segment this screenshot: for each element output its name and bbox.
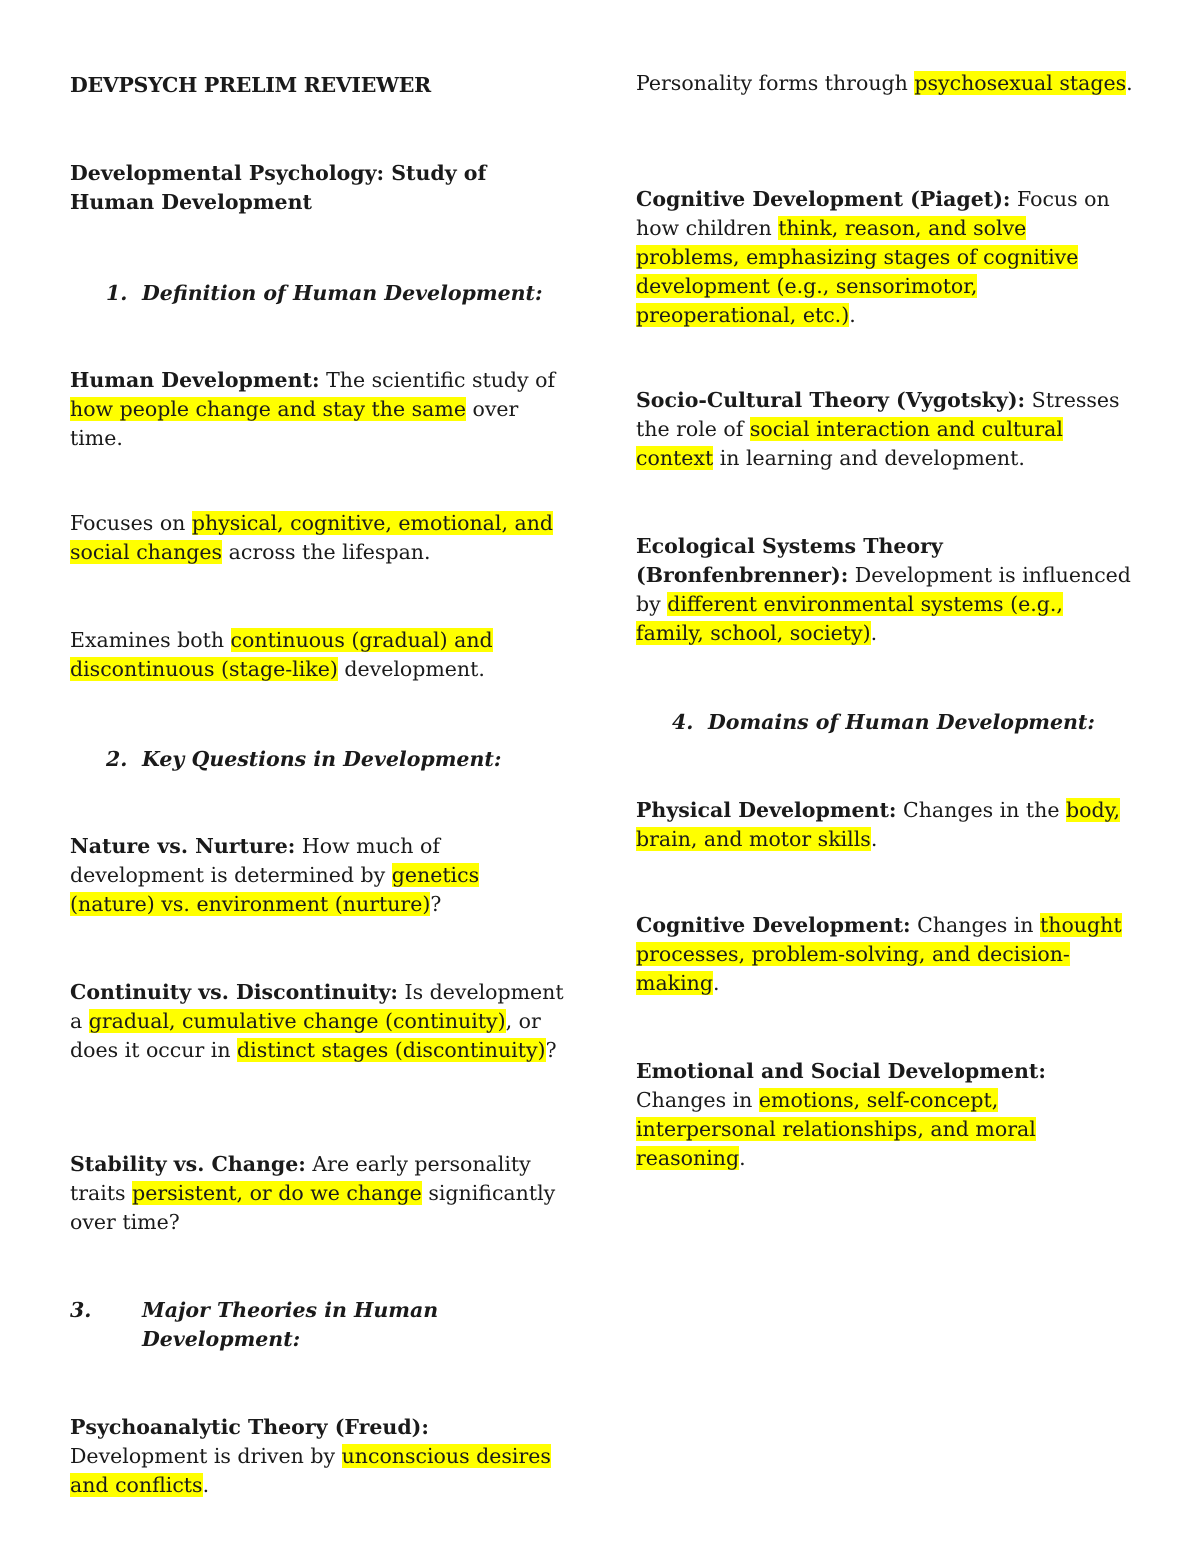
heading-text: Major Theories in Human Development:	[142, 1298, 439, 1351]
highlight: psychosexual stages	[914, 71, 1127, 95]
paragraph-focuses: Focuses on physical, cognitive, emotional, and social changes across the lifespan.	[70, 511, 554, 564]
heading-number: 4.	[672, 710, 694, 734]
highlight: thought processes, problem-solving, and decision-making	[636, 913, 1122, 995]
term: Nature vs. Nurture:	[70, 834, 296, 858]
paragraph-examines: Examines both continuous (gradual) and discontinuous (stage-like) development.	[70, 628, 493, 681]
heading-number: 3.	[70, 1298, 92, 1322]
paragraph-piaget: Cognitive Development (Piaget): Focus on how children think, reason, and solve problems, emphasizing stages of cognitive development (e.g., sensorimotor, preoperational, etc.).	[636, 187, 1110, 327]
paragraph-stability: Stability vs. Change: Are early personality traits persistent, or do we change significantly over time?	[70, 1152, 556, 1234]
heading-key-questions	[106, 745, 606, 774]
highlight: genetics (nature) vs. environment (nurture)	[70, 863, 480, 916]
term: Psychoanalytic Theory (Freud):	[70, 1415, 429, 1439]
paragraph-psychoanalytic: Psychoanalytic Theory (Freud): Development is driven by unconscious desires and conflicts.	[70, 1415, 551, 1497]
heading-text: Definition of Human Development:	[142, 281, 543, 305]
highlight: unconscious desires and conflicts	[70, 1444, 551, 1497]
heading-text: Domains of Human Development:	[708, 710, 1095, 734]
paragraph-nature-nurture: Nature vs. Nurture: How much of development is determined by genetics (nature) vs. environment (nurture)?	[70, 834, 480, 916]
document-subtitle: Developmental Psychology: Study of Human Development	[70, 161, 487, 214]
paragraph-vygotsky: Socio-Cultural Theory (Vygotsky): Stresses the role of social interaction and cultural context in learning and development.	[636, 388, 1120, 470]
term: Human Development:	[70, 368, 320, 392]
paragraph-cognitive: Cognitive Development: Changes in thought processes, problem-solving, and decision-making.	[636, 913, 1122, 995]
term: Cognitive Development:	[636, 913, 911, 937]
term: Ecological Systems Theory (Bronfenbrenner):	[636, 534, 943, 587]
highlight: think, reason, and solve problems, emphasizing stages of cognitive development (e.g., sensorimotor, preoperational, etc.)	[636, 216, 1079, 327]
paragraph-bronfenbrenner: Ecological Systems Theory (Bronfenbrenner): Development is influenced by different environmental systems (e.g., family, school, society).	[636, 534, 1131, 645]
highlight: persistent, or do we change	[132, 1181, 422, 1205]
highlight: physical, cognitive, emotional, and social changes	[70, 511, 554, 564]
highlight: different environmental systems (e.g., family, school, society)	[636, 592, 1063, 645]
highlight: social interaction and cultural context	[636, 417, 1063, 470]
heading-definition	[106, 279, 606, 308]
highlight: how people change and stay the same	[70, 397, 466, 421]
paragraph-human-development: Human Development: The scientific study of how people change and stay the same over time.	[70, 368, 556, 450]
highlight: continuous (gradual) and discontinuous (stage-like)	[70, 628, 493, 681]
paragraph-emotional-social: Emotional and Social Development: Changes in emotions, self-concept, interpersonal relationships, and moral reasoning.	[636, 1059, 1046, 1170]
highlight: gradual, cumulative change (continuity)	[88, 1009, 506, 1033]
heading-domains	[672, 708, 1172, 737]
highlight: body, brain, and motor skills	[636, 798, 1120, 851]
document-title: DEVPSYCH PRELIM REVIEWER	[70, 73, 431, 97]
heading-number: 2.	[106, 747, 128, 771]
paragraph-physical: Physical Development: Changes in the body, brain, and motor skills.	[636, 798, 1120, 851]
highlight: distinct stages (discontinuity)	[237, 1038, 546, 1062]
heading-major-theories	[70, 1296, 482, 1354]
term: Stability vs. Change:	[70, 1152, 306, 1176]
term: Socio-Cultural Theory (Vygotsky):	[636, 388, 1026, 412]
term: Cognitive Development (Piaget):	[636, 187, 1011, 211]
term: Physical Development:	[636, 798, 897, 822]
heading-number: 1.	[106, 281, 128, 305]
paragraph-continuity: Continuity vs. Discontinuity: Is development a gradual, cumulative change (continuity), or does it occur in distinct stages (discontinuity)?	[70, 980, 564, 1062]
highlight: emotions, self-concept, interpersonal relationships, and moral reasoning	[636, 1088, 1036, 1170]
heading-text: Key Questions in Development:	[142, 747, 502, 771]
term: Emotional and Social Development:	[636, 1059, 1046, 1083]
paragraph-psychosexual: Personality forms through psychosexual stages.	[636, 71, 1133, 95]
term: Continuity vs. Discontinuity:	[70, 980, 398, 1004]
